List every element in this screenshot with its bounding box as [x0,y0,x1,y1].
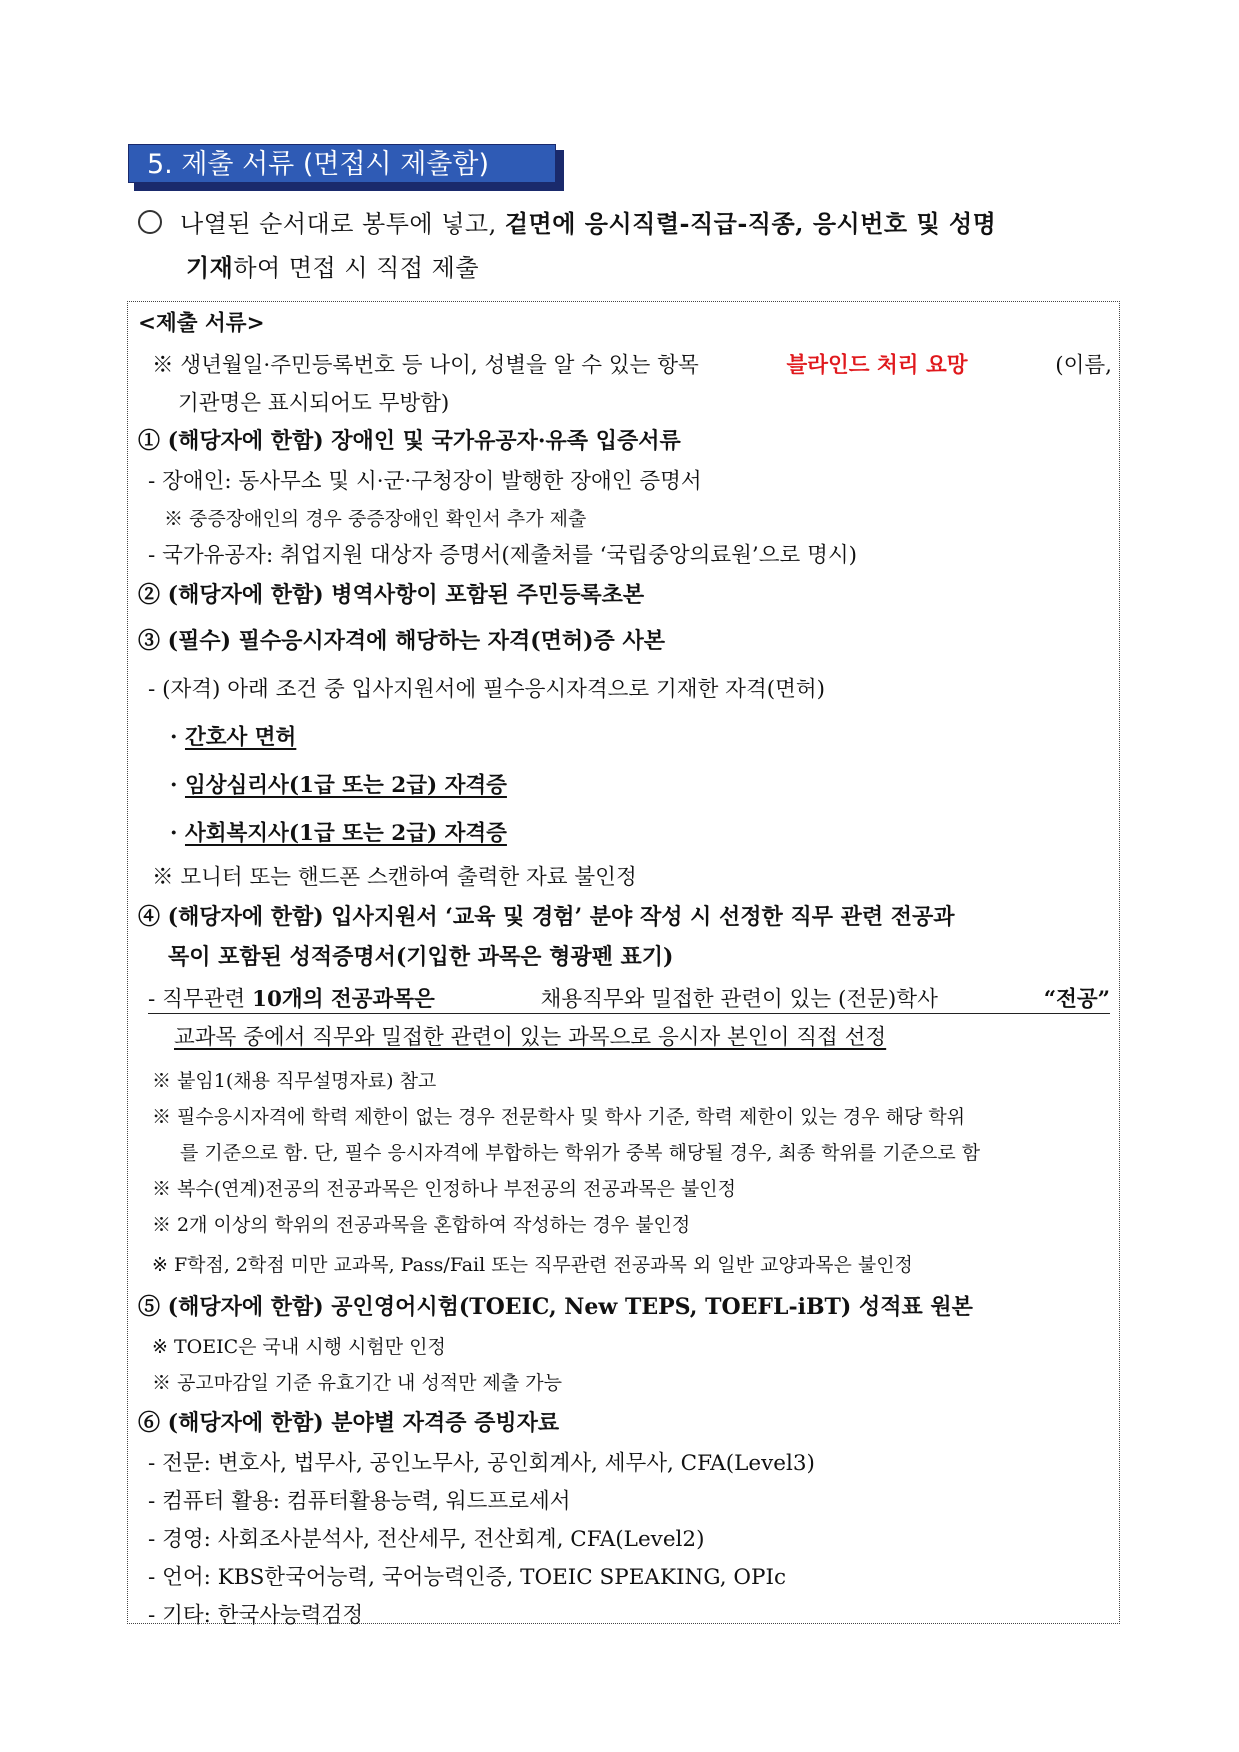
license-2: · 임상심리사(1급 또는 2급) 자격증 [170,773,507,798]
item5-note2: ※ 공고마감일 기준 유효기간 내 성적만 제출 가능 [152,1372,563,1394]
item5-title: ⑤ (해당자에 한함) 공인영어시험(TOEIC, New TEPS, TOEFL-iBT) 성적표 원본 [138,1294,973,1320]
item3-title: ③ (필수) 필수응시자격에 해당하는 자격(면허)증 사본 [138,628,665,654]
item4-title-line-2: 목이 포함된 성적증명서(기입한 과목은 형광펜 표기) [168,944,674,970]
item4-note4: ※ 2개 이상의 학위의 전공과목을 혼합하여 작성하는 경우 불인정 [152,1214,691,1236]
license-3: · 사회복지사(1급 또는 2급) 자격증 [170,821,507,846]
item5-note1: ※ TOEIC은 국내 시행 시험만 인정 [152,1336,446,1358]
item6-sub-1: - 전문: 변호사, 법무사, 공인노무사, 공인회계사, 세무사, CFA(Level3) [148,1451,815,1476]
item6-sub-3: - 경영: 사회조사분석사, 전산세무, 전산회계, CFA(Level2) [148,1527,705,1552]
item1-disabled-note: ※ 중증장애인의 경우 중증장애인 확인서 추가 제출 [164,508,587,530]
item4-title-line-1: ④ (해당자에 한함) 입사지원서 ‘교육 및 경험’ 분야 작성 시 선정한 직무 관련 전공과 [138,904,955,930]
item4-note2-line-1: ※ 필수응시자격에 학력 제한이 없는 경우 전문학사 및 학사 기준, 학력 제한이 있는 경우 해당 학위 [152,1106,966,1128]
item4-note2-line-2: 를 기준으로 함. 단, 필수 응시자격에 부합하는 학위가 중복 해당될 경우, 최종 학위를 기준으로 함 [180,1142,981,1164]
circle-bullet-icon [138,210,162,234]
section-title: 5. 제출 서류 (면접시 제출함) [128,144,556,183]
item6-sub-2: - 컴퓨터 활용: 컴퓨터활용능력, 워드프로세서 [148,1489,571,1514]
item6-sub-5: - 기타: 한국사능력검정 [148,1603,364,1628]
item1-veterans: - 국가유공자: 취업지원 대상자 증명서(제출처를 ‘국립중앙의료원’으로 명시) [148,543,858,568]
license-1: · 간호사 면허 [170,725,297,750]
item4-sub-line-1: - 직무관련 10개의 전공과목은 채용직무와 밀접한 관련이 있는 (전문)학사 “전공” [148,982,1110,1014]
item3-note: ※ 모니터 또는 핸드폰 스캔하여 출력한 자료 불인정 [152,865,637,890]
item4-note3: ※ 복수(연계)전공의 전공과목은 인정하나 부전공의 전공과목은 불인정 [152,1178,736,1200]
item2-title: ② (해당자에 한함) 병역사항이 포함된 주민등록초본 [138,582,645,608]
item3-sub: - (자격) 아래 조건 중 입사지원서에 필수응시자격으로 기재한 자격(면허) [148,677,826,702]
item4-sub-line-2: 교과목 중에서 직무와 밀접한 관련이 있는 과목으로 응시자 본인이 직접 선정 [174,1025,887,1050]
item4-note1: ※ 붙임1(채용 직무설명자료) 참고 [152,1070,437,1092]
item6-sub-4: - 언어: KBS한국어능력, 국어능력인증, TOEIC SPEAKING, OPIc [148,1565,787,1590]
section-header [128,144,556,183]
intro-line-2: 기재하여 면접 시 직접 제출 [186,253,480,282]
intro-line-1: 나열된 순서대로 봉투에 넣고, 겉면에 응시직렬-직급-직종, 응시번호 및 성명 [138,202,1113,246]
blind-note: ※ 생년월일·주민등록번호 등 나이, 성별을 알 수 있는 항목 블라인드 처리 요망 (이름, [152,353,1112,378]
item6-title: ⑥ (해당자에 한함) 분야별 자격증 증빙자료 [138,1410,560,1436]
item4-note5: ※ F학점, 2학점 미만 교과목, Pass/Fail 또는 직무관련 전공과목 외 일반 교양과목은 불인정 [152,1254,913,1276]
box-heading: <제출 서류> [138,311,265,336]
blind-note-line-2: 기관명은 표시되어도 무방함) [178,391,450,416]
intro-paragraph [138,202,1113,290]
item1-title: ① (해당자에 한함) 장애인 및 국가유공자·유족 입증서류 [138,428,681,454]
item1-disabled: - 장애인: 동사무소 및 시·군·구청장이 발행한 장애인 증명서 [148,469,702,494]
